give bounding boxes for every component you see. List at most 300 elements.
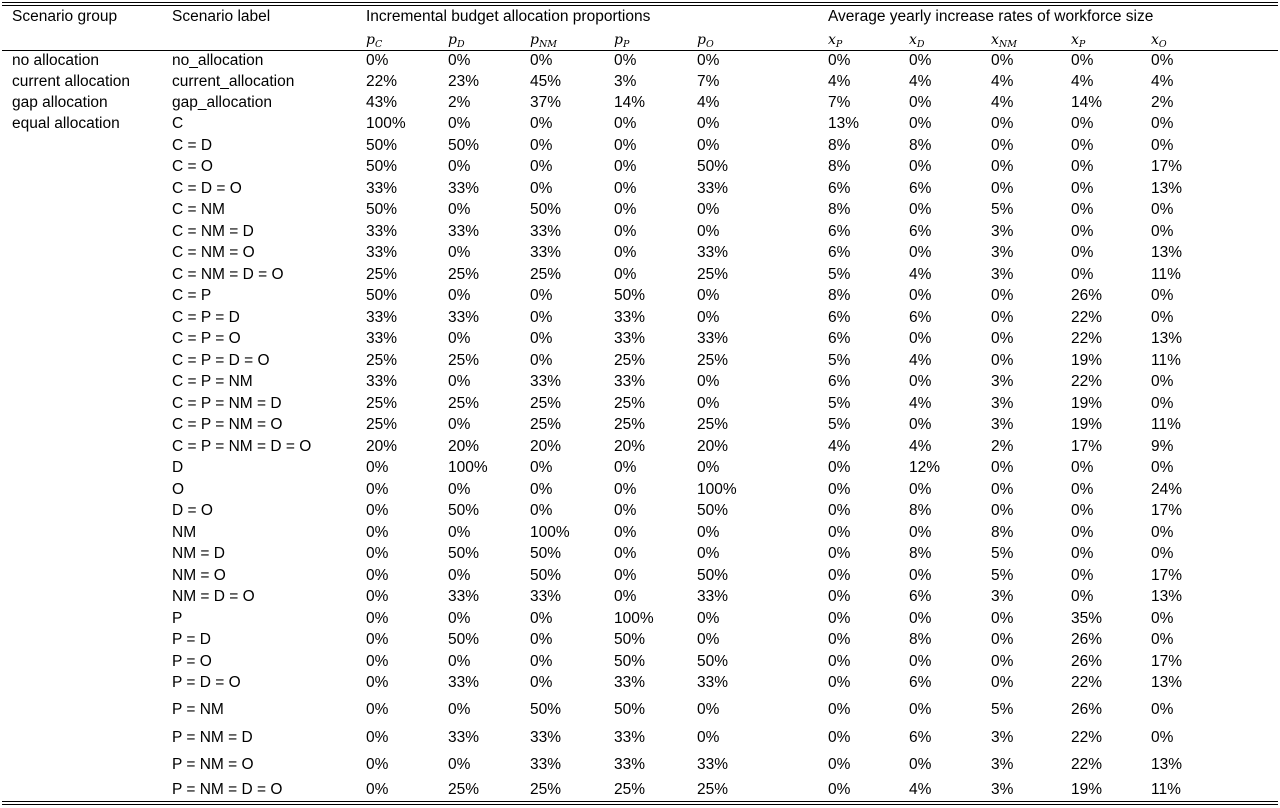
- cell-value: 33%: [614, 756, 646, 773]
- cell-value: 0%: [530, 52, 553, 69]
- cell-value: 20%: [614, 438, 646, 455]
- cell-scenario-label: P = NM = D = O: [172, 781, 283, 798]
- cell-value: 19%: [1071, 395, 1103, 412]
- cell-value: 8%: [828, 287, 851, 304]
- cell-value: 3%: [991, 781, 1014, 798]
- cell-value: 20%: [366, 438, 398, 455]
- cell-value: 0%: [991, 115, 1014, 132]
- cell-scenario-label: C = P = NM: [172, 373, 253, 390]
- cell-value: 0%: [909, 330, 932, 347]
- cell-value: 25%: [448, 395, 480, 412]
- symbol-base: x: [909, 32, 917, 48]
- cell-value: 7%: [697, 73, 720, 90]
- cell-value: 0%: [614, 545, 637, 562]
- cell-value: 0%: [366, 567, 389, 584]
- cell-value: 50%: [697, 502, 729, 519]
- cell-value: 0%: [991, 287, 1014, 304]
- cell-value: 26%: [1071, 631, 1103, 648]
- cell-value: 4%: [909, 395, 932, 412]
- cell-value: 6%: [909, 309, 932, 326]
- symbol-base: p: [697, 32, 706, 48]
- cell-value: 0%: [828, 459, 851, 476]
- cell-value: 0%: [448, 287, 471, 304]
- cell-value: 0%: [828, 610, 851, 627]
- cell-value: 23%: [448, 73, 480, 90]
- cell-value: 0%: [366, 502, 389, 519]
- cell-value: 0%: [448, 567, 471, 584]
- cell-scenario-label: D = O: [172, 502, 213, 519]
- cell-value: 0%: [1151, 545, 1174, 562]
- cell-value: 33%: [366, 330, 398, 347]
- cell-scenario-label: P = D = O: [172, 674, 241, 691]
- cell-value: 6%: [828, 180, 851, 197]
- cell-value: 0%: [614, 459, 637, 476]
- cell-value: 22%: [366, 73, 398, 90]
- cell-value: 11%: [1151, 416, 1181, 433]
- symbol-subscript: P: [1078, 39, 1086, 50]
- bottom-rule-inner: [2, 804, 1278, 805]
- cell-value: 5%: [991, 567, 1014, 584]
- cell-value: 3%: [991, 395, 1014, 412]
- cell-value: 12%: [909, 459, 941, 476]
- cell-value: 33%: [530, 223, 562, 240]
- cell-value: 25%: [530, 395, 562, 412]
- cell-value: 33%: [448, 309, 480, 326]
- cell-value: 33%: [697, 244, 729, 261]
- cell-value: 4%: [1071, 73, 1094, 90]
- cell-scenario-label: current_allocation: [172, 73, 295, 90]
- cell-value: 11%: [1151, 781, 1181, 798]
- cell-value: 0%: [1151, 201, 1174, 218]
- cell-value: 22%: [1071, 373, 1103, 390]
- cell-value: 8%: [909, 545, 932, 562]
- cell-value: 0%: [366, 756, 389, 773]
- cell-value: 0%: [448, 481, 471, 498]
- cell-value: 50%: [530, 567, 562, 584]
- cell-value: 0%: [366, 653, 389, 670]
- cell-value: 0%: [366, 729, 389, 746]
- cell-value: 33%: [614, 674, 646, 691]
- cell-value: 14%: [1071, 94, 1103, 111]
- cell-scenario-label: C = P = NM = D: [172, 395, 282, 412]
- cell-value: 0%: [614, 115, 637, 132]
- cell-scenario-label: P = O: [172, 653, 212, 670]
- cell-value: 0%: [828, 588, 851, 605]
- cell-value: 0%: [448, 416, 471, 433]
- cell-value: 25%: [697, 266, 729, 283]
- cell-value: 11%: [1151, 266, 1181, 283]
- cell-value: 0%: [530, 631, 553, 648]
- cell-value: 33%: [614, 729, 646, 746]
- cell-value: 0%: [1071, 137, 1094, 154]
- cell-value: 0%: [991, 610, 1014, 627]
- cell-value: 6%: [909, 674, 932, 691]
- cell-value: 0%: [1071, 588, 1094, 605]
- cell-value: 5%: [828, 395, 851, 412]
- cell-scenario-label: NM: [172, 524, 197, 541]
- cell-scenario-label: C = P = NM = O: [172, 416, 283, 433]
- cell-value: 0%: [530, 180, 553, 197]
- cell-value: 33%: [697, 180, 729, 197]
- cell-value: 22%: [1071, 674, 1103, 691]
- cell-value: 0%: [697, 52, 720, 69]
- cell-value: 25%: [448, 781, 480, 798]
- cell-scenario-label: C = NM: [172, 201, 225, 218]
- cell-value: 0%: [991, 481, 1014, 498]
- cell-value: 0%: [448, 756, 471, 773]
- cell-scenario-label: C = P: [172, 287, 212, 304]
- cell-value: 6%: [909, 588, 932, 605]
- header-budget-proportions: Incremental budget allocation proportions: [366, 8, 651, 25]
- cell-value: 3%: [991, 223, 1014, 240]
- cell-value: 0%: [991, 631, 1014, 648]
- cell-scenario-label: NM = O: [172, 567, 226, 584]
- cell-value: 4%: [909, 781, 932, 798]
- cell-value: 17%: [1151, 653, 1183, 670]
- cell-value: 17%: [1151, 502, 1183, 519]
- cell-value: 4%: [909, 352, 932, 369]
- cell-value: 0%: [530, 158, 553, 175]
- cell-value: 50%: [366, 137, 398, 154]
- cell-value: 0%: [448, 701, 471, 718]
- cell-scenario-label: P = NM = O: [172, 756, 254, 773]
- cell-value: 6%: [828, 244, 851, 261]
- cell-value: 33%: [366, 223, 398, 240]
- cell-value: 0%: [366, 701, 389, 718]
- cell-value: 0%: [991, 653, 1014, 670]
- cell-value: 6%: [828, 373, 851, 390]
- cell-value: 25%: [697, 416, 729, 433]
- cell-value: 0%: [697, 610, 720, 627]
- cell-value: 0%: [909, 567, 932, 584]
- cell-value: 0%: [697, 701, 720, 718]
- cell-scenario-label: C = P = D = O: [172, 352, 270, 369]
- cell-value: 0%: [828, 653, 851, 670]
- top-rule: [2, 2, 1278, 3]
- cell-value: 11%: [1151, 352, 1181, 369]
- symbol-subscript: P: [622, 39, 630, 50]
- cell-value: 33%: [697, 756, 729, 773]
- cell-value: 33%: [366, 309, 398, 326]
- cell-value: 0%: [530, 459, 553, 476]
- cell-value: 35%: [1071, 610, 1103, 627]
- cell-scenario-label: D: [172, 459, 184, 476]
- cell-value: 33%: [366, 180, 398, 197]
- cell-value: 0%: [828, 674, 851, 691]
- cell-value: 0%: [614, 137, 637, 154]
- cell-value: 0%: [1151, 52, 1174, 69]
- cell-scenario-group: current allocation: [12, 73, 131, 90]
- cell-value: 50%: [614, 287, 646, 304]
- cell-value: 45%: [530, 73, 562, 90]
- cell-value: 13%: [1151, 180, 1183, 197]
- cell-value: 0%: [448, 52, 471, 69]
- cell-scenario-group: gap allocation: [12, 94, 108, 111]
- cell-value: 0%: [1071, 459, 1094, 476]
- cell-value: 25%: [366, 352, 398, 369]
- cell-value: 0%: [530, 330, 553, 347]
- cell-value: 0%: [1071, 244, 1094, 261]
- cell-value: 8%: [828, 201, 851, 218]
- cell-value: 0%: [697, 631, 720, 648]
- cell-value: 22%: [1071, 729, 1103, 746]
- cell-scenario-label: C = NM = D: [172, 223, 254, 240]
- cell-value: 3%: [614, 73, 637, 90]
- cell-value: 0%: [1071, 266, 1094, 283]
- cell-value: 6%: [828, 309, 851, 326]
- cell-value: 0%: [1151, 701, 1174, 718]
- cell-scenario-label: NM = D: [172, 545, 225, 562]
- cell-value: 0%: [366, 588, 389, 605]
- cell-value: 0%: [991, 352, 1014, 369]
- cell-value: 0%: [1151, 631, 1174, 648]
- cell-scenario-group: equal allocation: [12, 115, 120, 132]
- cell-value: 0%: [1071, 502, 1094, 519]
- cell-value: 0%: [1071, 52, 1094, 69]
- cell-value: 0%: [614, 266, 637, 283]
- cell-value: 0%: [1071, 545, 1094, 562]
- cell-value: 25%: [366, 395, 398, 412]
- cell-value: 26%: [1071, 653, 1103, 670]
- cell-value: 0%: [828, 545, 851, 562]
- cell-value: 0%: [448, 524, 471, 541]
- cell-value: 0%: [448, 158, 471, 175]
- cell-value: 6%: [909, 180, 932, 197]
- cell-scenario-label: C = P = O: [172, 330, 241, 347]
- cell-value: 100%: [530, 524, 570, 541]
- cell-value: 0%: [1071, 524, 1094, 541]
- cell-value: 6%: [909, 729, 932, 746]
- cell-value: 0%: [909, 287, 932, 304]
- cell-value: 33%: [448, 674, 480, 691]
- cell-value: 0%: [828, 729, 851, 746]
- cell-value: 33%: [614, 373, 646, 390]
- cell-value: 22%: [1071, 330, 1103, 347]
- cell-value: 50%: [366, 201, 398, 218]
- header-scenario-label: Scenario label: [172, 8, 271, 25]
- cell-value: 0%: [614, 158, 637, 175]
- cell-value: 17%: [1151, 158, 1183, 175]
- cell-value: 25%: [614, 395, 646, 412]
- cell-value: 13%: [828, 115, 860, 132]
- cell-value: 33%: [448, 729, 480, 746]
- cell-value: 33%: [697, 330, 729, 347]
- cell-value: 0%: [1151, 524, 1174, 541]
- cell-value: 0%: [991, 137, 1014, 154]
- cell-value: 8%: [909, 631, 932, 648]
- cell-value: 25%: [366, 266, 398, 283]
- cell-value: 0%: [614, 481, 637, 498]
- cell-value: 50%: [697, 158, 729, 175]
- cell-value: 4%: [697, 94, 720, 111]
- cell-value: 19%: [1071, 416, 1103, 433]
- symbol-base: x: [1151, 32, 1159, 48]
- cell-value: 20%: [448, 438, 480, 455]
- cell-scenario-label: gap_allocation: [172, 94, 272, 111]
- cell-value: 0%: [1071, 115, 1094, 132]
- cell-value: 19%: [1071, 781, 1103, 798]
- cell-value: 2%: [991, 438, 1014, 455]
- cell-value: 0%: [366, 459, 389, 476]
- cell-value: 50%: [366, 158, 398, 175]
- cell-value: 0%: [991, 502, 1014, 519]
- cell-value: 33%: [614, 309, 646, 326]
- cell-value: 4%: [991, 94, 1014, 111]
- cell-value: 0%: [530, 352, 553, 369]
- header-increase-rates: Average yearly increase rates of workforce size: [828, 8, 1154, 25]
- cell-value: 0%: [530, 137, 553, 154]
- cell-value: 13%: [1151, 674, 1183, 691]
- cell-value: 50%: [614, 653, 646, 670]
- cell-value: 3%: [991, 729, 1014, 746]
- cell-value: 5%: [828, 352, 851, 369]
- cell-value: 0%: [991, 459, 1014, 476]
- cell-value: 0%: [697, 201, 720, 218]
- cell-value: 50%: [614, 701, 646, 718]
- cell-value: 0%: [1151, 610, 1174, 627]
- cell-value: 50%: [614, 631, 646, 648]
- cell-value: 0%: [1071, 180, 1094, 197]
- cell-value: 0%: [1151, 395, 1174, 412]
- cell-value: 0%: [697, 373, 720, 390]
- cell-value: 25%: [530, 781, 562, 798]
- cell-value: 50%: [697, 567, 729, 584]
- cell-value: 0%: [828, 52, 851, 69]
- cell-value: 13%: [1151, 588, 1183, 605]
- cell-value: 0%: [697, 459, 720, 476]
- symbol-base: p: [448, 32, 457, 48]
- cell-value: 4%: [828, 438, 851, 455]
- cell-value: 50%: [448, 631, 480, 648]
- cell-value: 0%: [991, 158, 1014, 175]
- cell-value: 0%: [366, 674, 389, 691]
- cell-value: 8%: [909, 502, 932, 519]
- cell-value: 4%: [909, 266, 932, 283]
- cell-value: 24%: [1151, 481, 1183, 498]
- cell-scenario-label: C: [172, 115, 184, 132]
- cell-value: 0%: [530, 287, 553, 304]
- cell-value: 100%: [448, 459, 488, 476]
- cell-scenario-label: NM = D = O: [172, 588, 255, 605]
- symbol-subscript: C: [374, 39, 383, 50]
- cell-value: 0%: [991, 330, 1014, 347]
- cell-value: 8%: [991, 524, 1014, 541]
- symbol-base: x: [828, 32, 836, 48]
- cell-value: 7%: [828, 94, 851, 111]
- cell-value: 2%: [448, 94, 471, 111]
- cell-value: 33%: [530, 756, 562, 773]
- cell-value: 0%: [530, 653, 553, 670]
- cell-value: 0%: [909, 94, 932, 111]
- cell-value: 0%: [828, 756, 851, 773]
- cell-value: 4%: [1151, 73, 1174, 90]
- cell-value: 6%: [828, 330, 851, 347]
- cell-value: 5%: [828, 416, 851, 433]
- cell-value: 50%: [530, 201, 562, 218]
- cell-value: 0%: [614, 524, 637, 541]
- cell-scenario-label: C = NM = D = O: [172, 266, 284, 283]
- cell-value: 0%: [530, 674, 553, 691]
- cell-value: 0%: [614, 244, 637, 261]
- cell-scenario-label: P: [172, 610, 183, 627]
- cell-value: 0%: [828, 781, 851, 798]
- cell-scenario-label: C = P = D: [172, 309, 240, 326]
- cell-value: 0%: [909, 756, 932, 773]
- cell-scenario-label: C = O: [172, 158, 213, 175]
- cell-value: 20%: [697, 438, 729, 455]
- cell-value: 0%: [909, 373, 932, 390]
- cell-value: 3%: [991, 416, 1014, 433]
- cell-value: 14%: [614, 94, 646, 111]
- cell-value: 33%: [366, 373, 398, 390]
- cell-value: 0%: [909, 481, 932, 498]
- cell-value: 4%: [909, 438, 932, 455]
- cell-scenario-label: O: [172, 481, 185, 498]
- cell-value: 0%: [614, 567, 637, 584]
- cell-scenario-group: no allocation: [12, 52, 100, 69]
- symbol-base: x: [991, 32, 999, 48]
- cell-value: 0%: [828, 567, 851, 584]
- cell-value: 50%: [530, 545, 562, 562]
- cell-value: 33%: [448, 588, 480, 605]
- cell-value: 0%: [697, 115, 720, 132]
- cell-value: 0%: [697, 729, 720, 746]
- cell-value: 8%: [909, 137, 932, 154]
- cell-value: 25%: [448, 352, 480, 369]
- cell-value: 6%: [828, 223, 851, 240]
- cell-scenario-label: C = D = O: [172, 180, 242, 197]
- cell-value: 0%: [614, 52, 637, 69]
- cell-value: 25%: [614, 352, 646, 369]
- cell-value: 0%: [366, 781, 389, 798]
- cell-value: 5%: [991, 701, 1014, 718]
- cell-value: 5%: [828, 266, 851, 283]
- cell-value: 3%: [991, 244, 1014, 261]
- cell-value: 6%: [909, 223, 932, 240]
- cell-value: 0%: [448, 373, 471, 390]
- cell-value: 0%: [614, 502, 637, 519]
- cell-value: 0%: [366, 524, 389, 541]
- cell-value: 13%: [1151, 756, 1183, 773]
- cell-value: 33%: [614, 330, 646, 347]
- cell-value: 0%: [448, 653, 471, 670]
- cell-value: 0%: [697, 524, 720, 541]
- symbol-base: p: [614, 32, 623, 48]
- cell-value: 0%: [366, 481, 389, 498]
- cell-value: 0%: [530, 502, 553, 519]
- cell-value: 0%: [909, 610, 932, 627]
- cell-value: 0%: [909, 158, 932, 175]
- cell-value: 0%: [909, 201, 932, 218]
- cell-value: 25%: [614, 781, 646, 798]
- header-scenario-group: Scenario group: [12, 8, 118, 25]
- cell-value: 0%: [448, 115, 471, 132]
- symbol-subscript: O: [705, 39, 714, 50]
- cell-value: 0%: [828, 701, 851, 718]
- symbol-base: p: [530, 32, 539, 48]
- cell-value: 0%: [828, 631, 851, 648]
- cell-value: 0%: [1151, 373, 1174, 390]
- cell-value: 100%: [614, 610, 654, 627]
- cell-value: 0%: [1071, 223, 1094, 240]
- cell-value: 0%: [697, 395, 720, 412]
- cell-value: 8%: [828, 137, 851, 154]
- cell-value: 50%: [448, 502, 480, 519]
- cell-value: 0%: [614, 223, 637, 240]
- cell-scenario-label: P = NM = D: [172, 729, 253, 746]
- cell-value: 0%: [1151, 115, 1174, 132]
- cell-value: 25%: [697, 352, 729, 369]
